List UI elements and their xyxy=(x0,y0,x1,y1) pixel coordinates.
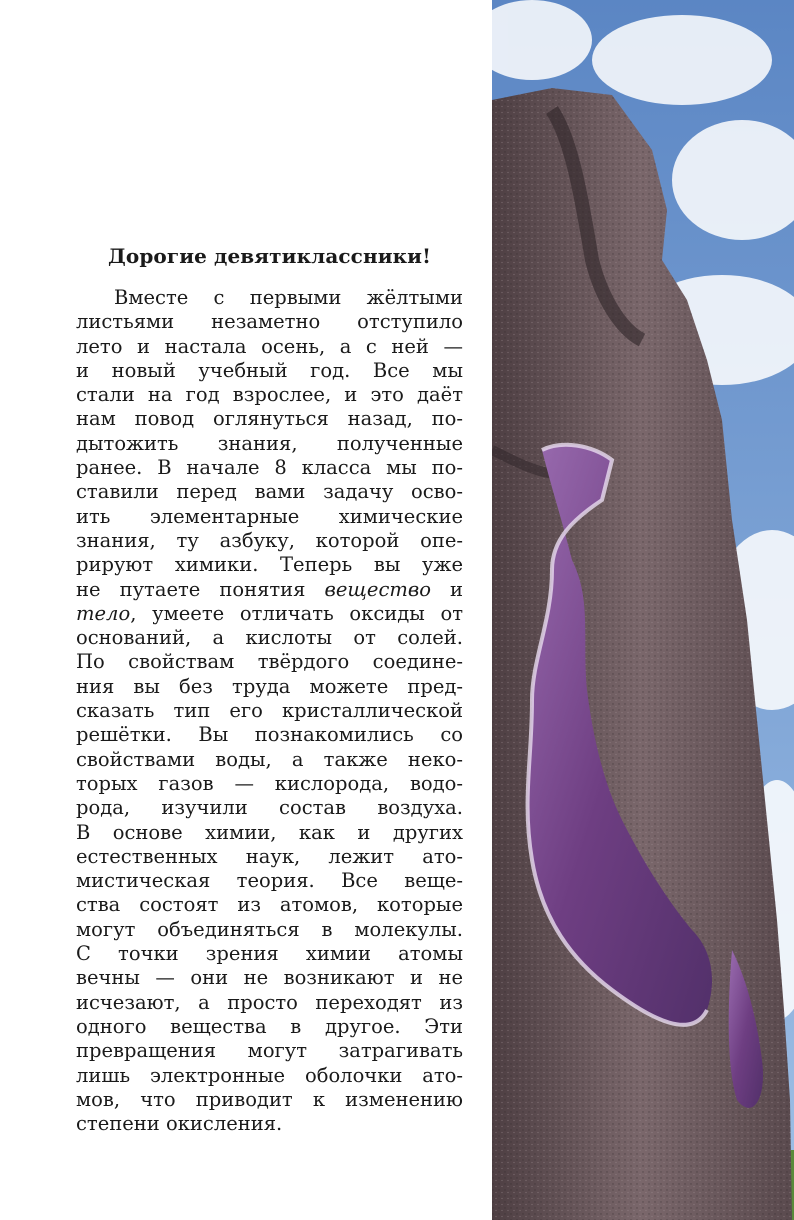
text-line: решётки. Вы познакомились со xyxy=(76,723,463,747)
text-line: мов, что приводит к изменению xyxy=(76,1087,463,1111)
text-line: лишь электронные оболочки ато- xyxy=(76,1063,463,1087)
text-line: естественных наук, лежит ато- xyxy=(76,844,463,868)
text-line: не путаете понятия вещество и xyxy=(76,577,463,601)
text-line: мистическая теория. Все веще- xyxy=(76,869,463,893)
text-line: торых газов — кислорода, водо- xyxy=(76,771,463,795)
text-line: сказать тип его кристаллической xyxy=(76,699,463,723)
text-line: тело, умеете отличать оксиды от xyxy=(76,601,463,625)
text-line: По свойствам твёрдого соедине- xyxy=(76,650,463,674)
text-line: ставили перед вами задачу осво- xyxy=(76,480,463,504)
text-line: одного вещества в другое. Эти xyxy=(76,1014,463,1038)
rock-illustration xyxy=(492,0,794,1220)
text-line: оснований, а кислоты от солей. xyxy=(76,626,463,650)
text-line: превращения могут затрагивать xyxy=(76,1039,463,1063)
text-line: В основе химии, как и других xyxy=(76,820,463,844)
text-line: лето и настала осень, а с ней — xyxy=(76,334,463,358)
text-line: рода, изучили состав воздуха. xyxy=(76,796,463,820)
text-line: ния вы без труда можете пред- xyxy=(76,674,463,698)
text-line: знания, ту азбуку, которой опе- xyxy=(76,528,463,552)
text-line: ства состоят из атомов, которые xyxy=(76,893,463,917)
text-line: ить элементарные химические xyxy=(76,504,463,528)
page-heading: Дорогие девятиклассники! xyxy=(108,244,431,268)
text-line: ранее. В начале 8 класса мы по- xyxy=(76,456,463,480)
italic-term: тело xyxy=(76,601,131,625)
text-line: дытожить знания, полученные xyxy=(76,431,463,455)
text-line: исчезают, а просто переходят из xyxy=(76,990,463,1014)
text-line: С точки зрения химии атомы xyxy=(76,942,463,966)
text-line: нам повод оглянуться назад, по- xyxy=(76,407,463,431)
text-line: вечны — они не возникают и не xyxy=(76,966,463,990)
text-line: свойствами воды, а также неко- xyxy=(76,747,463,771)
text-line: рируют химики. Теперь вы уже xyxy=(76,553,463,577)
text-line: могут объединяться в молекулы. xyxy=(76,917,463,941)
text-line: Вместе с первыми жёлтыми xyxy=(114,286,463,309)
italic-term: вещество xyxy=(324,577,431,601)
text-column xyxy=(76,244,463,1136)
text-line: листьями незаметно отступило xyxy=(76,310,463,334)
text-line: и новый учебный год. Все мы xyxy=(76,358,463,382)
amethyst-rock-photo xyxy=(492,0,794,1220)
text-line: степени окисления. xyxy=(76,1112,283,1136)
body-paragraph xyxy=(76,286,463,1136)
text-line: стали на год взрослее, и это даёт xyxy=(76,383,463,407)
